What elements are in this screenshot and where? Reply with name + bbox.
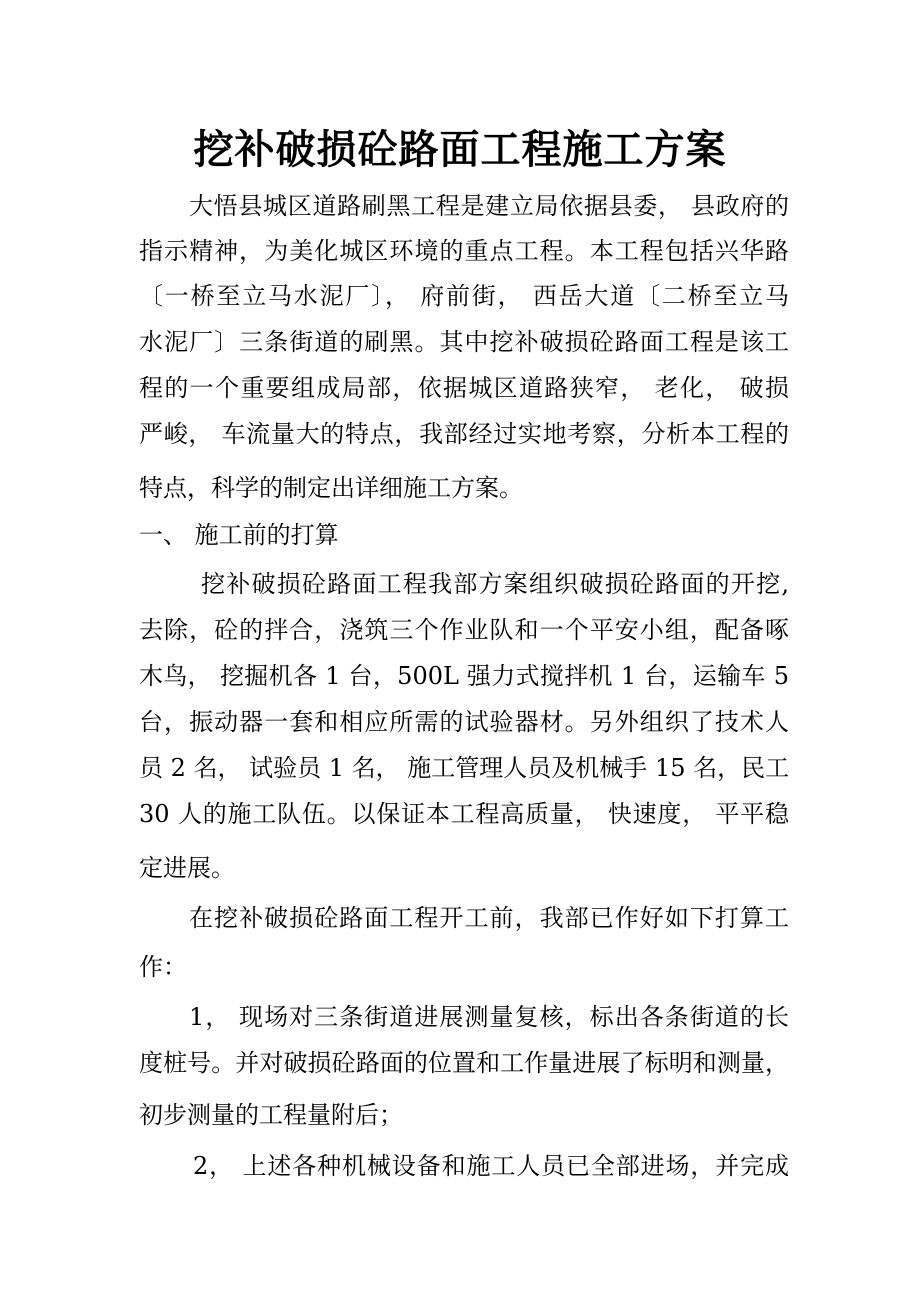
paragraph-line: 30 人的施工队伍。以保证本工程高质量， 快速度， 平平稳 — [139, 800, 789, 828]
paragraph-line: 在挖补破损砼路面工程开工前，我部已作好如下打算工 — [189, 904, 789, 932]
paragraph-line: 水泥厂〕三条街道的刷黑。其中挖补破损砼路面工程是该工 — [139, 328, 789, 356]
document-title: 挖补破损砼路面工程施工方案 — [193, 127, 727, 173]
paragraph-line: 台，振动器一套和相应所需的试验器材。另外组织了技术人 — [139, 708, 789, 736]
paragraph-line: 大悟县城区道路刷黑工程是建立局依据县委， 县政府的 — [189, 192, 789, 220]
paragraph-line: 去除，砼的拌合，浇筑三个作业队和一个平安小组，配备啄 — [139, 616, 789, 644]
paragraph-line: 作： — [139, 953, 187, 981]
paragraph-line: 挖补破损砼路面工程我部方案组织破损砼路面的开挖, — [201, 570, 789, 598]
paragraph-line: 程的一个重要组成局部，依据城区道路狭窄， 老化， 破损 — [139, 374, 789, 402]
section-heading: 一、 施工前的打算 — [139, 521, 339, 549]
list-item-line: 度桩号。并对破损砼路面的位置和工作量进展了标明和测量， — [139, 1049, 789, 1077]
paragraph-line: 严峻， 车流量大的特点，我部经过实地考察，分析本工程的 — [139, 420, 789, 448]
paragraph-line: 员 2 名， 试验员 1 名， 施工管理人员及机械手 15 名，民工 — [139, 754, 790, 782]
list-item-line: 1， 现场对三条街道进展测量复核，标出各条街道的长 — [189, 1003, 789, 1031]
paragraph-line: 定进展。 — [139, 854, 235, 882]
paragraph-line: 木鸟， 挖掘机各 1 台，500L 强力式搅拌机 1 台，运输车 5 — [139, 662, 789, 690]
list-item-line: 2， 上述各种机械设备和施工人员已全部进场，并完成 — [193, 1152, 789, 1180]
paragraph-line: 特点，科学的制定出详细施工方案。 — [139, 474, 523, 502]
list-item-line: 初步测量的工程量附后； — [139, 1101, 403, 1129]
paragraph-line: 〔一桥至立马水泥厂〕， 府前街， 西岳大道〔二桥至立马 — [139, 282, 789, 310]
paragraph-line: 指示精神，为美化城区环境的重点工程。本工程包括兴华路 — [139, 237, 789, 265]
